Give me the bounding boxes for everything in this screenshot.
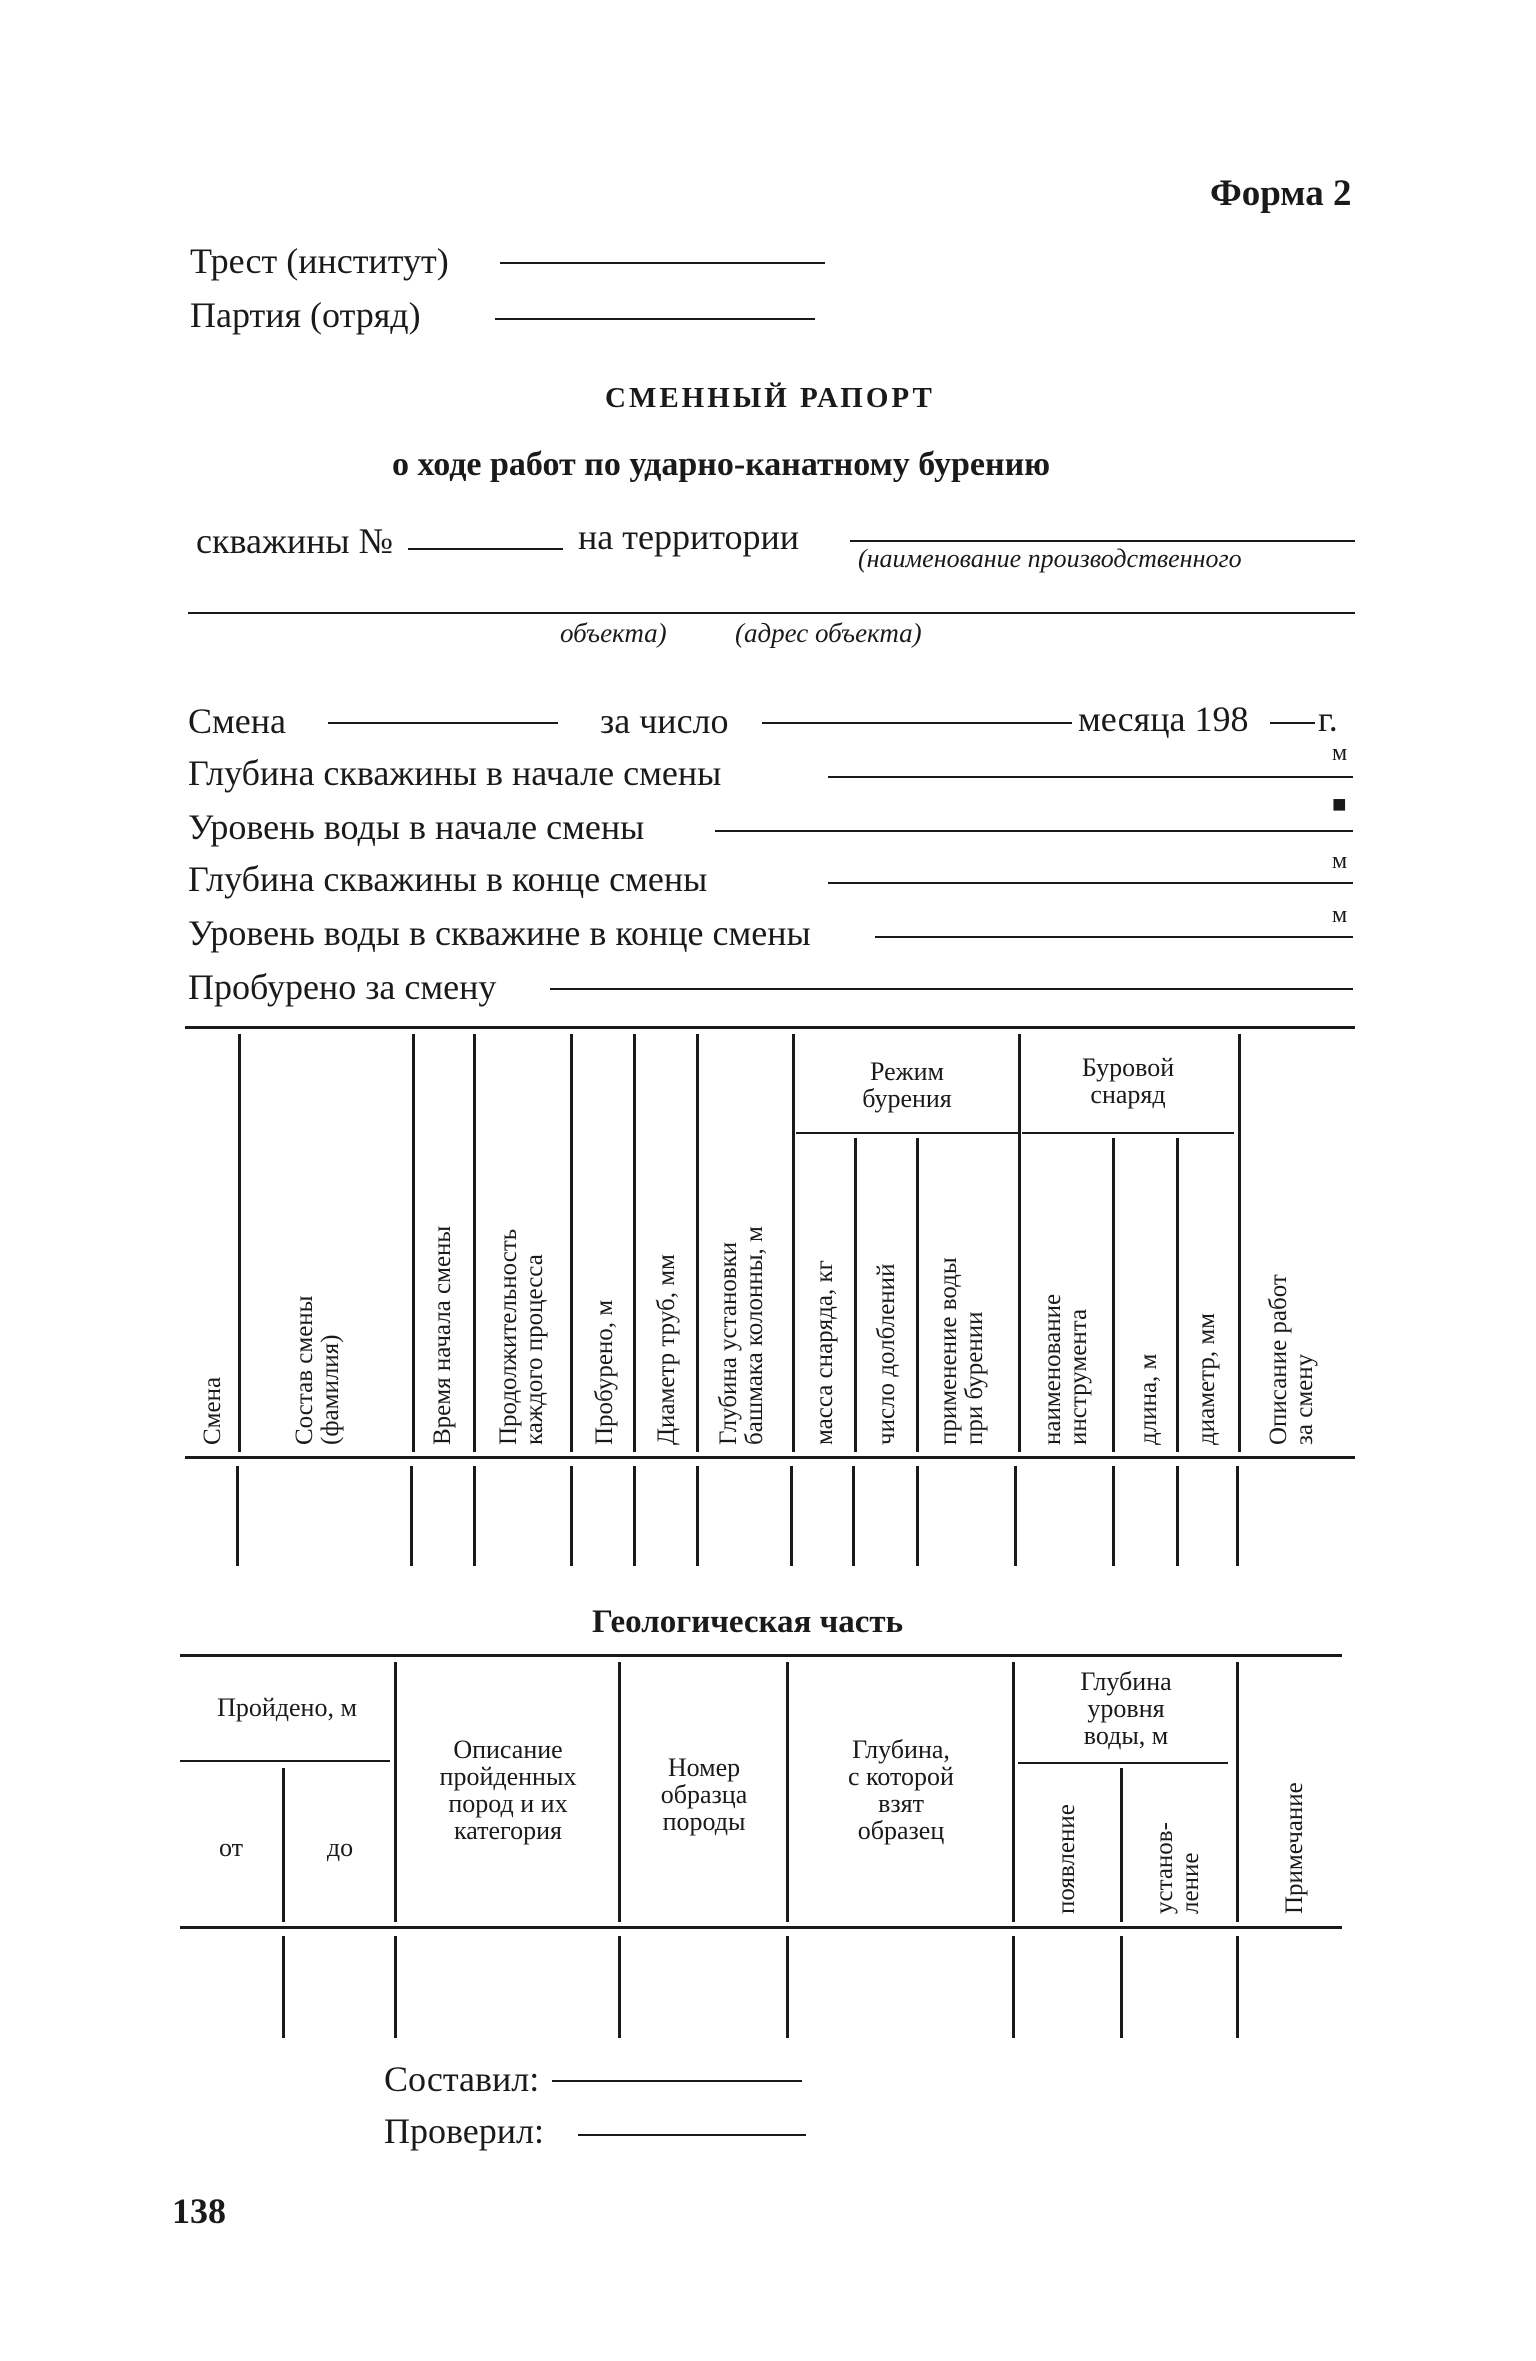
geo-water-level: Глубина уровня воды, м — [1080, 1667, 1172, 1750]
water-end-label: Уровень воды в скважине в конце смены — [188, 913, 811, 953]
depth-start-label: Глубина скважины в начале смены — [188, 753, 722, 793]
date-field[interactable] — [762, 722, 1072, 724]
page-number: 138 — [172, 2191, 226, 2231]
compiled-field[interactable] — [552, 2080, 802, 2082]
report-title: СМЕННЫЙ РАПОРТ — [605, 382, 935, 414]
group-mode-header: Режим бурения — [862, 1057, 952, 1113]
object-hint: объекта) — [560, 618, 667, 648]
trust-field[interactable] — [500, 262, 825, 264]
territory-field[interactable] — [850, 540, 1355, 542]
col-tool-mass: масса снаряда, кг — [811, 1260, 838, 1445]
report-subtitle: о ходе работ по ударно-канатному бурению — [392, 446, 1051, 483]
year-suffix: г. — [1318, 699, 1338, 739]
checked-field[interactable] — [578, 2134, 806, 2136]
shift-field[interactable] — [328, 722, 558, 724]
shift-label: Смена — [188, 701, 287, 741]
col-diameter: диаметр, мм — [1193, 1313, 1220, 1445]
address-field[interactable] — [188, 612, 1355, 614]
geo-passed: Пройдено, м — [217, 1693, 357, 1722]
party-label: Партия (отряд) — [190, 295, 421, 335]
geo-from: от — [218, 1833, 244, 1862]
depth-start-unit: м — [1332, 740, 1348, 766]
col-crew: Состав смены (фамилия) — [291, 1295, 344, 1445]
water-start-label: Уровень воды в начале смены — [188, 807, 645, 847]
drilled-label: Пробурено за смену — [188, 967, 497, 1007]
geo-depth-taken: Глубина, с которой взят образец — [848, 1735, 954, 1845]
depth-end-field[interactable] — [828, 882, 1353, 884]
form-label: Форма 2 — [1210, 173, 1352, 214]
col-work-description: Описание работ за смену — [1265, 1274, 1318, 1445]
depth-start-field[interactable] — [828, 776, 1353, 778]
depth-end-unit: м — [1332, 848, 1348, 874]
water-start-unit: ■ — [1332, 792, 1347, 818]
geo-note: Примечание — [1281, 1782, 1308, 1914]
col-tool-name: наименование инструмента — [1039, 1293, 1092, 1445]
col-duration: Продолжительность каждого процесса — [495, 1228, 548, 1445]
geo-title: Геологическая часть — [592, 1604, 904, 1640]
col-strikes: число долблений — [873, 1263, 900, 1445]
trust-label: Трест (институт) — [190, 241, 449, 281]
col-length: длина, м — [1135, 1353, 1162, 1445]
address-hint: (адрес объекта) — [735, 618, 922, 648]
geo-sample-number: Номер образца породы — [660, 1753, 748, 1836]
col-pipe-diameter: Диаметр труб, мм — [653, 1254, 680, 1445]
drilled-field[interactable] — [550, 988, 1353, 990]
party-field[interactable] — [495, 318, 815, 320]
col-shift: Смена — [199, 1376, 226, 1445]
water-end-unit: м — [1332, 902, 1348, 928]
well-label: скважины № — [196, 521, 393, 561]
col-start-time: Время начала смены — [429, 1225, 456, 1445]
territory-hint: (наименование производственного — [858, 544, 1242, 573]
col-drilled: Пробурено, м — [591, 1299, 618, 1445]
geo-to: до — [326, 1833, 354, 1862]
date-label: за число — [600, 701, 729, 741]
geo-description: Описание пройденных пород и их категория — [439, 1735, 577, 1845]
group-tool-header: Буровой снаряд — [1081, 1053, 1175, 1109]
checked-label: Проверил: — [384, 2111, 544, 2151]
month-label: месяца 198 — [1078, 699, 1249, 739]
territory-label: на территории — [578, 517, 800, 557]
water-start-field[interactable] — [715, 830, 1353, 832]
geo-established: установ- ление — [1151, 1822, 1204, 1914]
col-shoe-depth: Глубина установки башмака колонны, м — [715, 1226, 768, 1445]
geo-appearance: появление — [1053, 1804, 1080, 1914]
well-number-field[interactable] — [408, 548, 563, 550]
depth-end-label: Глубина скважины в конце смены — [188, 859, 708, 899]
year-field[interactable] — [1270, 722, 1315, 724]
water-end-field[interactable] — [875, 936, 1353, 938]
col-water-use: применение воды при бурении — [935, 1257, 988, 1445]
compiled-label: Составил: — [384, 2059, 540, 2099]
